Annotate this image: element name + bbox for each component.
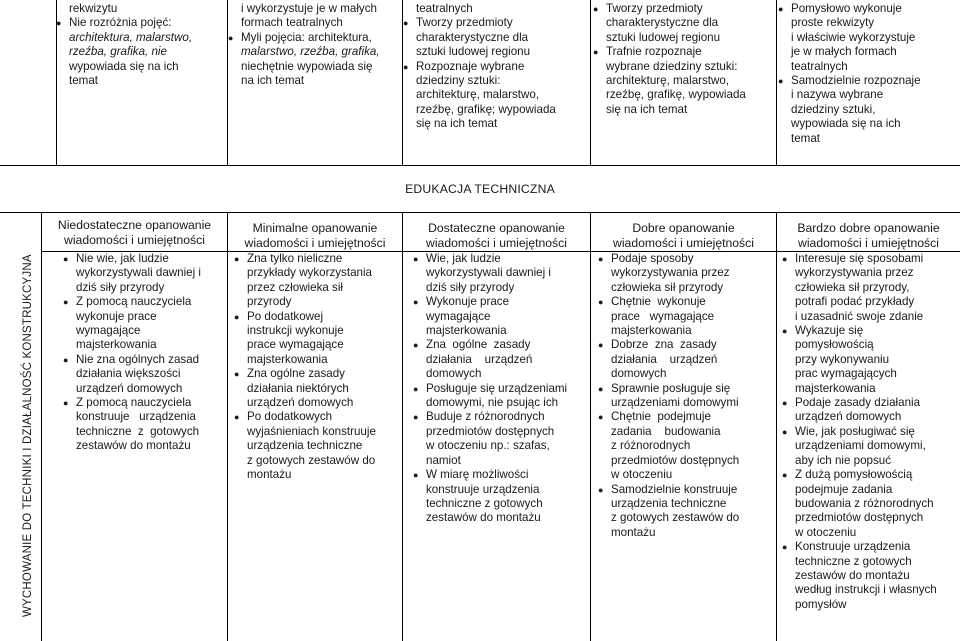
text-line: i wykorzystuje je w małych: [241, 2, 377, 15]
text-line: prace wymagające: [611, 309, 715, 323]
text-line: formach teatralnych: [241, 16, 343, 30]
body-cell-3: [413, 252, 590, 526]
text-line: domowych: [611, 367, 667, 381]
text-line: ● Trafnie rozpoznaje: [593, 45, 776, 59]
text-line: dziś siły przyrody: [426, 280, 515, 294]
text-line: działania niektórych: [247, 381, 349, 395]
grid-line: [776, 0, 777, 166]
text-line: urządzeniami domowymi: [611, 396, 739, 410]
text-line: techniczne z gotowych: [426, 496, 543, 510]
text-line: sztuki ludowej regionu: [416, 45, 531, 59]
text-line: zestawów do montażu: [426, 511, 541, 525]
text-line: montażu: [611, 525, 656, 539]
text-line: urządzeń domowych: [795, 410, 902, 424]
header-line: Dostateczne opanowanie: [428, 221, 565, 235]
text-line: ● Z dużą pomysłowością: [782, 468, 960, 482]
top-cell-5: [778, 2, 960, 146]
text-line: i nazywa wybrane: [791, 88, 884, 102]
text-line: w otoczeniu: [795, 525, 857, 539]
header-line: Dobre opanowanie: [632, 221, 735, 235]
grid-line: [776, 212, 777, 641]
text-line: podejmuje zadania: [795, 482, 893, 496]
text-line: wypowiada się na ich: [791, 117, 901, 131]
body-cell-1: [63, 252, 227, 454]
text-line: ● Podaje zasady działania: [782, 396, 960, 410]
text-line: się na ich temat: [606, 102, 688, 116]
text-line: i uzasadnić swoje zdanie: [795, 309, 924, 323]
top-cell-2: [228, 2, 402, 88]
body-cell-4: [598, 252, 776, 540]
header-line: Niedostateczne opanowanie: [57, 218, 212, 232]
text-line: w otoczeniu np.: szafas,: [426, 439, 550, 453]
text-line: ● Po dodatkowej: [234, 310, 402, 324]
grid-line: [590, 212, 591, 641]
text-line: człowieka sił przyrody: [611, 280, 724, 294]
text-line: przyrody: [247, 295, 292, 309]
text-line: ● Zna tylko nieliczne: [234, 252, 402, 266]
text-line: ● Rozpoznaje wybrane: [403, 60, 590, 74]
body-cell-5: [782, 252, 960, 612]
text-line: ● Chętnie podejmuje: [598, 410, 776, 424]
text-line: wykorzystywania przez: [611, 266, 730, 280]
text-line: sztuki ludowej regionu: [606, 30, 721, 44]
text-line: ● Samodzielnie rozpoznaje: [778, 74, 960, 88]
text-line: w otoczeniu: [611, 468, 673, 482]
text-line: wyjaśnieniach konstruuje: [247, 424, 376, 438]
text-line: budowania z różnorodnych: [795, 496, 934, 510]
column-header-3: [403, 221, 590, 251]
text-line: ● Nie wie, jak ludzie: [63, 252, 227, 266]
text-line: teatralnych: [791, 59, 848, 73]
text-line: majsterkowania: [426, 324, 507, 338]
grid-line: [0, 165, 960, 166]
text-line: ● Chętnie wykonuje: [598, 295, 776, 309]
text-line: ● Wie, jak ludzie: [413, 252, 590, 266]
text-line: malarstwo, rzeźba, grafika,: [241, 45, 380, 59]
text-line: z różnorodnych: [611, 439, 691, 453]
column-header-4: [591, 221, 776, 251]
text-line: przedmiotów dostępnych: [426, 424, 555, 438]
text-line: ● Wykazuje się: [782, 324, 960, 338]
text-line: majsterkowania: [247, 352, 328, 366]
text-line: proste rekwizyty: [791, 16, 875, 30]
text-line: rekwizytu: [69, 2, 118, 15]
grid-line: [590, 0, 591, 166]
text-line: człowieka sił przyrody,: [795, 280, 910, 294]
text-line: wymagające: [76, 324, 141, 338]
text-line: wykorzystywania przez: [795, 266, 914, 280]
text-line: przedmiotów dostępnych: [795, 511, 924, 525]
text-line: techniczne z gotowych: [795, 554, 912, 568]
text-line: działania urządzeń: [611, 352, 718, 366]
text-line: przez człowieka sił: [247, 280, 343, 294]
text-line: architekturę, malarstwo,: [416, 88, 540, 102]
text-line: ● Z pomocą nauczyciela: [63, 295, 227, 309]
text-line: instrukcji wykonuje: [247, 324, 344, 338]
section-title: EDUKACJA TECHNICZNA: [405, 182, 555, 196]
text-line: wykorzystywali dawniej i: [76, 266, 201, 280]
text-line: montażu: [247, 468, 292, 482]
text-line: architektura, malarstwo,: [69, 30, 193, 44]
text-line: wykonuje prace: [76, 309, 157, 323]
text-line: urządzeniami domowymi,: [795, 439, 926, 453]
text-line: urządzeń domowych: [76, 381, 183, 395]
text-line: urządzenia techniczne: [247, 439, 363, 453]
text-line: majsterkowania: [795, 381, 876, 395]
text-line: ● Tworzy przedmioty: [593, 2, 776, 16]
text-line: temat: [791, 131, 820, 145]
text-line: namiot: [426, 453, 461, 467]
text-line: teatralnych: [416, 2, 473, 15]
text-line: konstruuje urządzenia: [76, 410, 196, 424]
header-line: wiadomości i umiejętności: [244, 236, 386, 250]
text-line: ● Wie, jak posługiwać się: [782, 425, 960, 439]
header-line: wiadomości i umiejętności: [613, 236, 754, 250]
text-line: ● Dobrze zna zasady: [598, 338, 776, 352]
text-line: architekturę, malarstwo,: [606, 74, 730, 88]
text-line: z gotowych zestawów do: [247, 453, 376, 467]
text-line: ● Konstruuje urządzenia: [782, 540, 960, 554]
text-line: prace wymagające: [247, 338, 344, 352]
grid-line: [41, 212, 42, 641]
header-line: wiadomości i umiejętności: [64, 233, 205, 247]
text-line: ● Podaje sposoby: [598, 252, 776, 266]
text-line: ● W miarę możliwości: [413, 468, 590, 482]
text-line: ● Posługuje się urządzeniami: [413, 382, 590, 396]
top-cell-1: [56, 2, 226, 88]
text-line: pomysłowością: [795, 338, 874, 352]
text-line: rzeźbę, grafikę; wypowiada: [416, 102, 556, 116]
text-line: charakterystyczne dla: [606, 16, 719, 30]
text-line: niechętnie wypowiada się: [241, 59, 373, 73]
row-label: WYCHOWANIE DO TECHNIKI I DZIAŁALNOŚĆ KONSTRUKCYJNA: [22, 254, 34, 617]
top-cell-3: [403, 2, 590, 132]
text-line: z gotowych zestawów do: [611, 511, 740, 525]
text-line: urządzenia techniczne: [611, 496, 727, 510]
text-line: majsterkowania: [76, 338, 157, 352]
text-line: je w małych formach: [791, 45, 897, 59]
text-line: ● Tworzy przedmioty: [403, 16, 590, 30]
text-line: rzeźbę, grafikę, wypowiada: [606, 88, 746, 102]
column-header-1: [42, 218, 227, 248]
header-line: wiadomości i umiejętności: [426, 236, 567, 250]
text-line: wykorzystywali dawniej i: [426, 266, 551, 280]
text-line: temat: [69, 74, 98, 88]
text-line: działania większości: [76, 367, 181, 381]
text-line: według instrukcji i własnych: [795, 583, 937, 597]
text-line: na ich temat: [241, 74, 305, 88]
grid-line: [402, 212, 403, 641]
text-line: majsterkowania: [611, 324, 692, 338]
header-line: Bardzo dobre opanowanie: [797, 221, 940, 235]
column-header-2: [228, 221, 402, 251]
text-line: i właściwie wykorzystuje: [791, 30, 916, 44]
text-line: ● Po dodatkowych: [234, 410, 402, 424]
text-line: ● Nie zna ogólnych zasad: [63, 353, 227, 367]
text-line: potrafi podać przykłady: [795, 295, 915, 309]
body-cell-2: [234, 252, 402, 483]
text-line: ● Samodzielnie konstruuje: [598, 483, 776, 497]
header-line: Minimalne opanowanie: [252, 221, 378, 235]
text-line: prac wymagających: [795, 367, 897, 381]
text-line: się na ich temat: [416, 117, 498, 131]
text-line: wypowiada się na ich: [69, 59, 179, 73]
text-line: domowymi, nie psując ich: [426, 396, 559, 410]
text-line: urządzeń domowych: [247, 396, 354, 410]
text-line: dziedziny sztuki:: [416, 74, 501, 88]
text-line: aby ich nie popsuć: [795, 453, 892, 467]
column-header-5: [777, 221, 960, 251]
text-line: ● Buduje z różnorodnych: [413, 410, 590, 424]
text-line: wybrane dziedziny sztuki:: [606, 59, 738, 73]
text-line: ● Zna ogólne zasady: [413, 338, 590, 352]
text-line: ● Interesuje się sposobami: [782, 252, 960, 266]
text-line: ● Zna ogólne zasady: [234, 367, 402, 381]
text-line: konstruuje urządzenia: [426, 482, 540, 496]
text-line: przykłady wykorzystania: [247, 266, 372, 280]
top-cell-4: [593, 2, 776, 117]
text-line: domowych: [426, 367, 482, 381]
text-line: charakterystyczne dla: [416, 30, 529, 44]
text-line: ● Nie rozróżnia pojęć:: [56, 16, 226, 30]
text-line: zestawów do montażu: [795, 568, 910, 582]
text-line: dziedziny sztuki,: [791, 102, 876, 116]
text-line: ● Z pomocą nauczyciela: [63, 396, 227, 410]
text-line: pomysłów: [795, 597, 847, 611]
text-line: działania urządzeń: [426, 352, 533, 366]
text-line: ● Myli pojęcia: architektura,: [228, 31, 402, 45]
text-line: dziś siły przyrody: [76, 280, 165, 294]
text-line: zestawów do montażu: [76, 439, 191, 453]
text-line: ● Wykonuje prace: [413, 295, 590, 309]
grid-line: [0, 212, 960, 213]
text-line: ● Sprawnie posługuje się: [598, 382, 776, 396]
text-line: przy wykonywaniu: [795, 352, 890, 366]
text-line: rzeźba, grafika, nie: [69, 45, 167, 59]
text-line: techniczne z gotowych: [76, 424, 200, 438]
text-line: wymagające: [426, 309, 491, 323]
text-line: ● Pomysłowo wykonuje: [778, 2, 960, 16]
header-line: wiadomości i umiejętności: [798, 236, 939, 250]
text-line: przedmiotów dostępnych: [611, 453, 740, 467]
text-line: zadania budowania: [611, 424, 721, 438]
grid-line: [227, 212, 228, 641]
